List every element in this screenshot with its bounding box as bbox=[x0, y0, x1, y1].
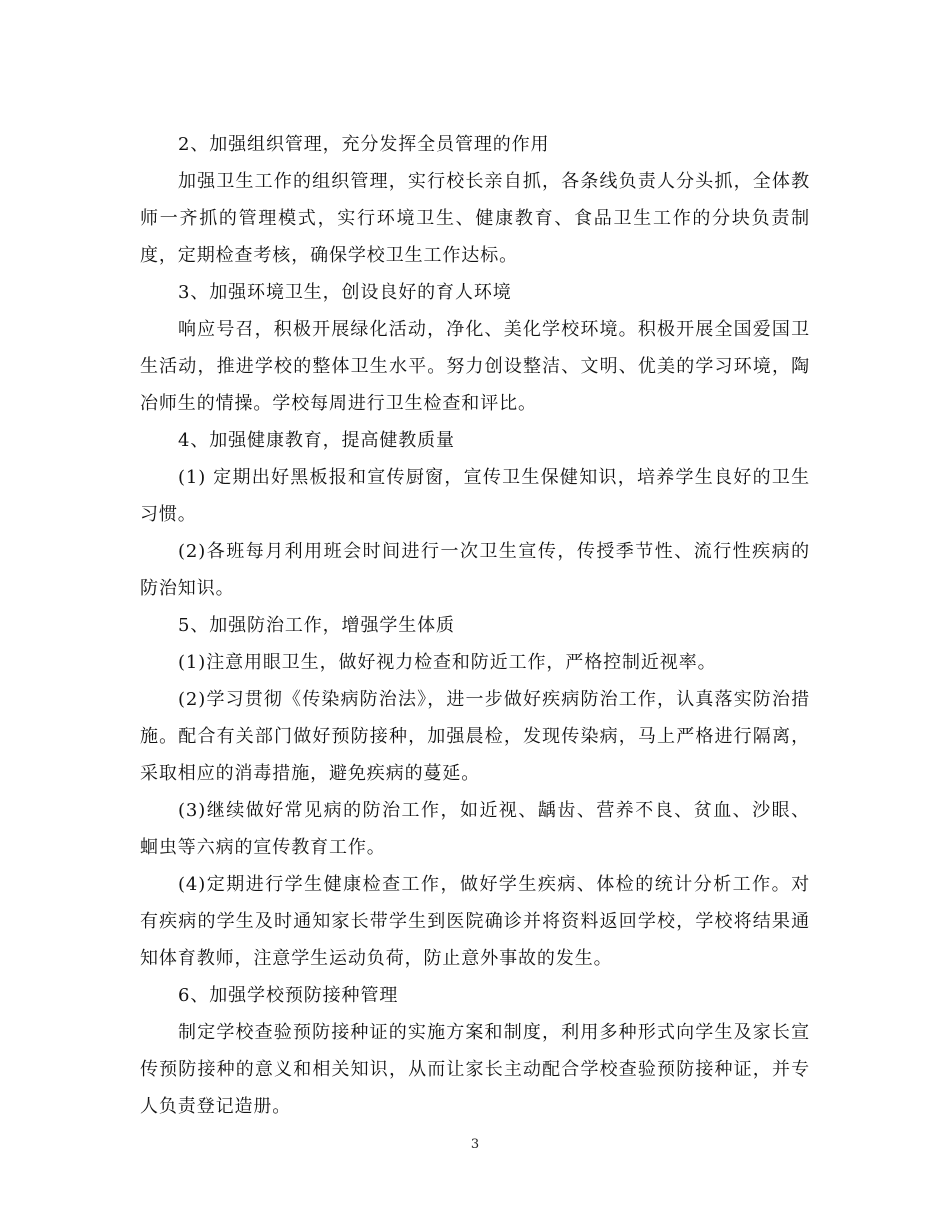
list-item: (2)学习贯彻《传染病防治法》，进一步做好疾病防治工作，认真落实防治措施。配合有关部门做好预防接种，加强晨检，发现传染病，马上严格进行隔离，采取相应的消毒措施，避免疾病的蔓延。 bbox=[140, 689, 810, 784]
heading-6: 6、加强学校预防接种管理 bbox=[178, 985, 399, 1006]
list-item: (2)各班每月利用班会时间进行一次卫生宣传，传授季节性、流行性疾病的防治知识。 bbox=[140, 541, 810, 599]
list-item: (1)注意用眼卫生，做好视力检查和防近工作，严格控制近视率。 bbox=[178, 652, 717, 673]
page-number: 3 bbox=[470, 1137, 480, 1152]
paragraph: 响应号召，积极开展绿化活动，净化、美化学校环境。积极开展全国爱国卫生活动，推进学校的整体卫生水平。努力创设整洁、文明、优美的学习环境，陶冶师生的情操。学校每周进行卫生检查和评比。 bbox=[140, 319, 810, 414]
list-item: (1) 定期出好黑板报和宣传厨窗，宣传卫生保健知识，培养学生良好的卫生习惯。 bbox=[140, 467, 810, 525]
heading-3: 3、加强环境卫生，创设良好的育人环境 bbox=[178, 282, 512, 303]
heading-2: 2、加强组织管理，充分发挥全员管理的作用 bbox=[178, 134, 550, 155]
list-item: (4)定期进行学生健康检查工作，做好学生疾病、体检的统计分析工作。对有疾病的学生及时通知家长带学生到医院确诊并将资料返回学校，学校将结果通知体育教师，注意学生运动负荷，防止意外事故的发生。 bbox=[140, 874, 810, 969]
paragraph: 加强卫生工作的组织管理，实行校长亲自抓，各条线负责人分头抓，全体教师一齐抓的管理模式，实行环境卫生、健康教育、食品卫生工作的分块负责制度，定期检查考核，确保学校卫生工作达标。 bbox=[140, 171, 810, 266]
heading-4: 4、加强健康教育，提高健教质量 bbox=[178, 430, 455, 451]
list-item: (3)继续做好常见病的防治工作，如近视、龋齿、营养不良、贫血、沙眼、蛔虫等六病的宣传教育工作。 bbox=[140, 800, 810, 858]
paragraph: 制定学校查验预防接种证的实施方案和制度，利用多种形式向学生及家长宣传预防接种的意义和相关知识，从而让家长主动配合学校查验预防接种证，并专人负责登记造册。 bbox=[140, 1022, 810, 1117]
heading-5: 5、加强防治工作，增强学生体质 bbox=[178, 615, 455, 636]
document-body bbox=[140, 126, 810, 1125]
